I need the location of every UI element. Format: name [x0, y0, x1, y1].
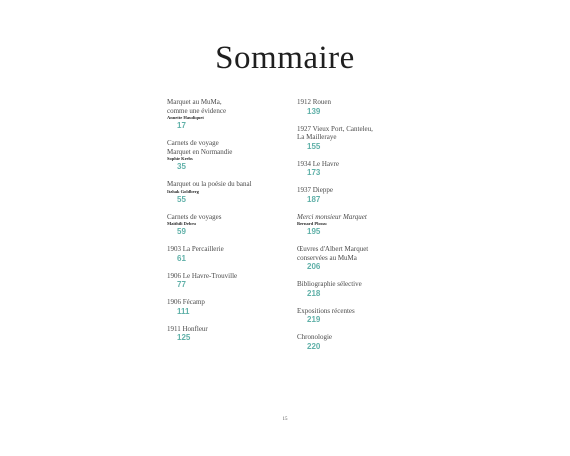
- toc-entry-title: Carnets de voyages: [167, 212, 222, 221]
- toc-entry: [167, 272, 307, 291]
- toc-right-column: [297, 98, 437, 360]
- toc-entry-author: Bernard Plossu: [297, 221, 327, 226]
- toc-entry-title: Expositions récentes: [297, 306, 355, 315]
- toc-entry-page-number: 195: [307, 227, 321, 236]
- toc-entry: [167, 325, 307, 344]
- toc-entry-page-number: 61: [177, 253, 186, 263]
- toc-entry: [297, 333, 437, 352]
- toc-entry: [297, 98, 437, 117]
- toc-entry-title: 1934 Le Havre: [297, 159, 339, 168]
- toc-entry: [297, 280, 437, 299]
- toc-entry-page-number: 125: [177, 333, 191, 342]
- toc-entry-page-number: 219: [307, 315, 321, 324]
- toc-entry-page-number: 187: [307, 194, 321, 204]
- toc-entry-page-number: 218: [307, 288, 321, 298]
- toc-entry-title: Œuvres d'Albert Marquet conservées au MuMa: [297, 245, 369, 262]
- toc-entry-title: Merci monsieur Marquet: [297, 212, 367, 221]
- toc-entry-author: Itzhak Goldberg: [167, 188, 199, 194]
- toc-entry-title: Carnets de voyage Marquet en Normandie: [167, 139, 233, 156]
- toc-entry-title: 1906 Fécamp: [167, 298, 205, 306]
- toc-entry: [167, 298, 307, 317]
- toc-entry-title: 1912 Rouen: [297, 98, 332, 106]
- toc-entry-page-number: 220: [307, 341, 321, 351]
- toc-entry-page-number: 17: [177, 121, 186, 130]
- toc-entry-page-number: 55: [177, 194, 186, 204]
- toc-entry: [297, 186, 437, 205]
- toc-entry-page-number: 139: [307, 106, 321, 116]
- toc-entry-author: Sophie Krebs: [167, 156, 193, 161]
- toc-entry: [297, 125, 437, 152]
- toc-left-column: [167, 98, 307, 351]
- page-title: Sommaire: [215, 40, 355, 76]
- folio-number: 15: [282, 417, 288, 422]
- toc-entry: [297, 160, 437, 179]
- toc-entry: [167, 180, 307, 205]
- toc-entry-title: 1927 Vieux Port, Canteleu, La Mailleraye: [297, 124, 373, 141]
- toc-entry-title: 1911 Honfleur: [167, 324, 208, 333]
- toc-entry: [297, 307, 437, 326]
- toc-entry-title: 1937 Dieppe: [297, 186, 333, 194]
- toc-entry: [167, 245, 307, 264]
- toc-entry: [167, 213, 307, 238]
- toc-entry-page-number: 59: [177, 227, 186, 236]
- toc-entry: [297, 213, 437, 238]
- toc-entry-page-number: 155: [307, 141, 321, 151]
- toc-entry-title: Bibliographie sélective: [297, 280, 362, 288]
- toc-entry-title: 1903 La Percaillerie: [167, 245, 224, 253]
- toc-entry-page-number: 173: [307, 168, 321, 177]
- toc-entry-page-number: 35: [177, 162, 186, 171]
- toc-entry: [167, 139, 307, 172]
- toc-entry-title: Chronologie: [297, 333, 332, 341]
- toc-entry-title: Marquet ou la poésie du banal: [167, 180, 252, 188]
- toc-entry: [297, 245, 437, 272]
- toc-entry-title: Marquet au MuMa, comme une évidence: [167, 98, 227, 115]
- toc-entry: [167, 98, 307, 131]
- toc-entry-title: 1906 Le Havre-Trouville: [167, 271, 238, 280]
- toc-entry-page-number: 206: [307, 262, 321, 271]
- toc-entry-author: Annette Haudiquet: [167, 115, 204, 120]
- toc-entry-author: Maïthili Debru: [167, 221, 196, 226]
- toc-entry-page-number: 77: [177, 280, 186, 289]
- toc-entry-page-number: 111: [177, 306, 190, 316]
